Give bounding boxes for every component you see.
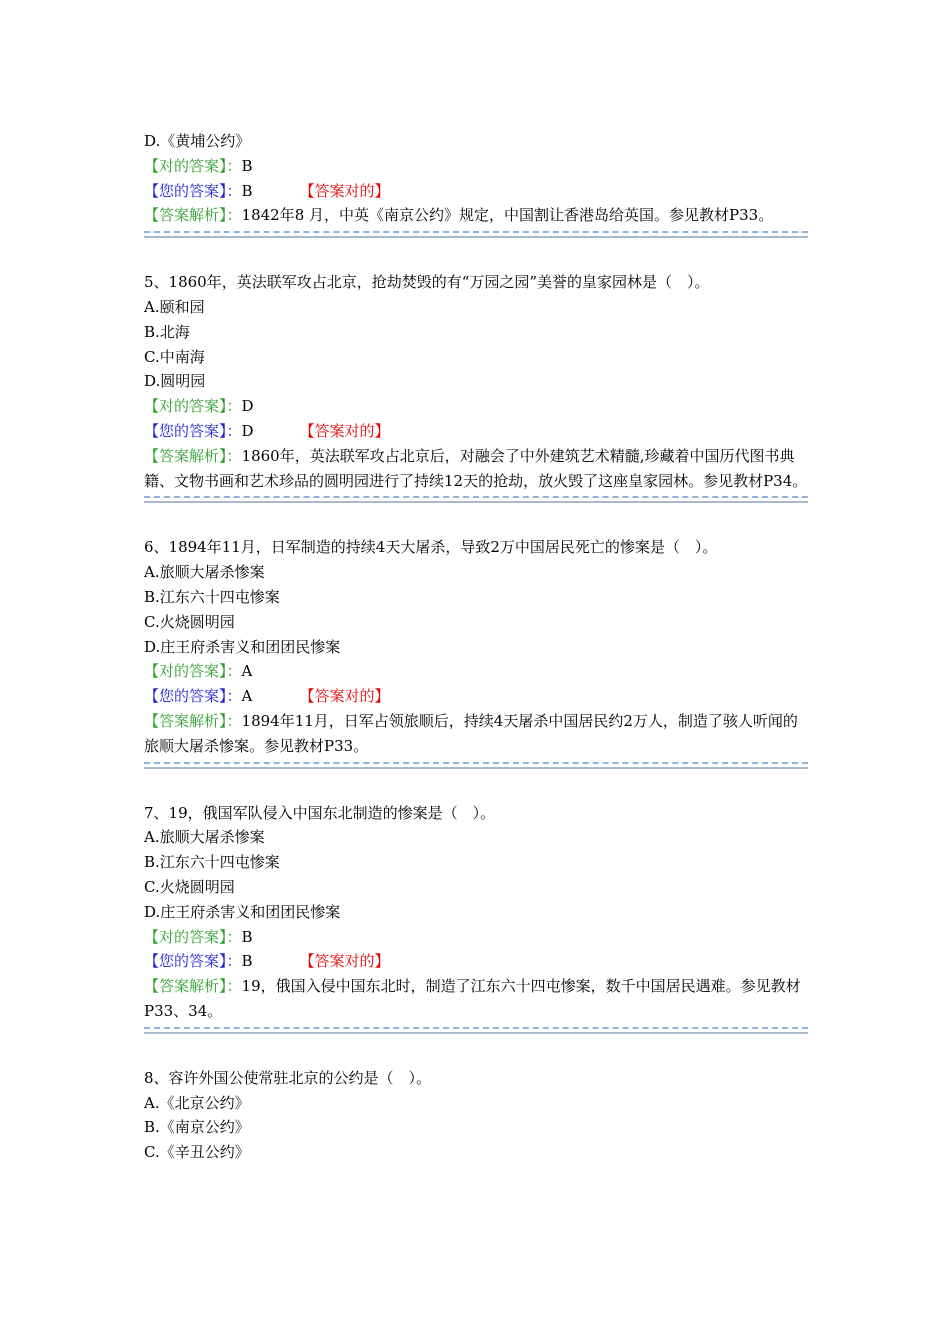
option-a: A.旅顺大屠杀惨案 [144,828,265,847]
option-d: D.庄王府杀害义和团团民惨案 [144,902,341,921]
your-answer-label: 【您的答案】 [144,687,227,706]
correct-answer-row: 【对的答案】：D [144,397,254,416]
option-d: D.庄王府杀害义和团团民惨案 [144,637,341,656]
correct-answer-row: 【对的答案】：B [144,927,253,946]
your-answer-row: 【您的答案】：B 【答案对的】 [144,179,808,204]
correct-answer-row: 【对的答案】：B [144,156,253,175]
option-c: C.中南海 [144,347,205,366]
your-answer-row: 【您的答案】：D 【答案对的】 [144,419,808,444]
option-a: A.旅顺大屠杀惨案 [144,563,265,582]
your-answer-label: 【您的答案】 [144,181,227,200]
verdict-label: 【答案对的】 [299,952,390,971]
analysis-label: 【答案解析】 [144,206,227,225]
analysis-text: 1842年8 月，中英《南京公约》规定，中国割让香港岛给英国。参见教材P33。 [241,206,774,225]
option-c: C.火烧圆明园 [144,612,235,631]
question-text: 7、19，俄国军队侵入中国东北制造的惨案是（ ）。 [144,803,496,822]
separator [144,230,808,239]
your-answer-row: 【您的答案】：B 【答案对的】 [144,949,808,974]
option-d: D.圆明园 [144,372,206,391]
your-answer-label: 【您的答案】 [144,952,227,971]
separator [144,761,808,770]
verdict-label: 【答案对的】 [299,181,390,200]
your-answer-row: 【您的答案】：A 【答案对的】 [144,684,808,709]
analysis-row: 【答案解析】：1842年8 月，中英《南京公约》规定，中国割让香港岛给英国。参见教材P33。 [144,206,774,225]
analysis-text: 19，俄国入侵中国东北时，制造了江东六十四屯惨案，数千中国居民遇难。参见教材P33、34。 [144,977,801,1020]
verdict-label: 【答案对的】 [299,421,390,440]
option-b: B.《南京公约》 [144,1118,250,1137]
question-text: 5、1860年，英法联军攻占北京，抢劫焚毁的有“万园之园”美誉的皇家园林是（ ）。 [144,273,710,292]
correct-answer-label: 【对的答案】 [144,662,227,681]
analysis-row: 【答案解析】：1894年11月，日军占领旅顺后，持续4天屠杀中国居民约2万人，制造了骇人听闻的旅顺大屠杀惨案。参见教材P33。 [144,711,798,755]
correct-answer-value: D [241,397,254,416]
question-text: 6、1894年11月，日军制造的持续4天大屠杀，导致2万中国居民死亡的惨案是（ ）。 [144,538,718,557]
your-answer-value: A [241,687,253,706]
analysis-label: 【答案解析】 [144,977,227,996]
option-c: C.火烧圆明园 [144,877,235,896]
option-a: A.颐和园 [144,297,205,316]
your-answer-value: D [241,421,254,440]
analysis-text: 1894年11月，日军占领旅顺后，持续4天屠杀中国居民约2万人，制造了骇人听闻的旅顺大屠杀惨案。参见教材P33。 [144,711,798,755]
correct-answer-value: B [241,156,253,175]
your-answer-label: 【您的答案】 [144,421,227,440]
option-b: B.江东六十四屯惨案 [144,587,280,606]
content [144,129,808,1165]
correct-answer-label: 【对的答案】 [144,397,227,416]
analysis-text: 1860年，英法联军攻占北京后，对融会了中外建筑艺术精髓,珍藏着中国历代图书典籍、文物书画和艺术珍品的圆明园进行了持续12天的抢劫，放火毁了这座皇家园林。参见教材P34。 [144,446,808,490]
verdict-label: 【答案对的】 [299,687,390,706]
option-b: B.江东六十四屯惨案 [144,853,280,872]
separator [144,495,808,504]
separator [144,1026,808,1035]
correct-answer-row: 【对的答案】：A [144,662,253,681]
correct-answer-value: B [241,927,253,946]
your-answer-value: B [241,952,253,971]
analysis-row: 【答案解析】：19，俄国入侵中国东北时，制造了江东六十四屯惨案，数千中国居民遇难。参见教材P33、34。 [144,977,801,1020]
option-a: A.《北京公约》 [144,1093,250,1112]
option-d: D.《黄埔公约》 [144,132,251,150]
question-text: 8、容许外国公使常驻北京的公约是（ ）。 [144,1068,432,1087]
correct-answer-label: 【对的答案】 [144,156,227,175]
correct-answer-value: A [241,662,253,681]
analysis-row: 【答案解析】：1860年，英法联军攻占北京后，对融会了中外建筑艺术精髓,珍藏着中国历代图书典籍、文物书画和艺术珍品的圆明园进行了持续12天的抢劫，放火毁了这座皇家园林。参见教材P34。 [144,446,808,490]
option-c: C.《辛丑公约》 [144,1143,250,1162]
option-b: B.北海 [144,322,190,341]
correct-answer-label: 【对的答案】 [144,927,227,946]
analysis-label: 【答案解析】 [144,446,227,465]
analysis-label: 【答案解析】 [144,711,227,730]
your-answer-value: B [241,181,253,200]
